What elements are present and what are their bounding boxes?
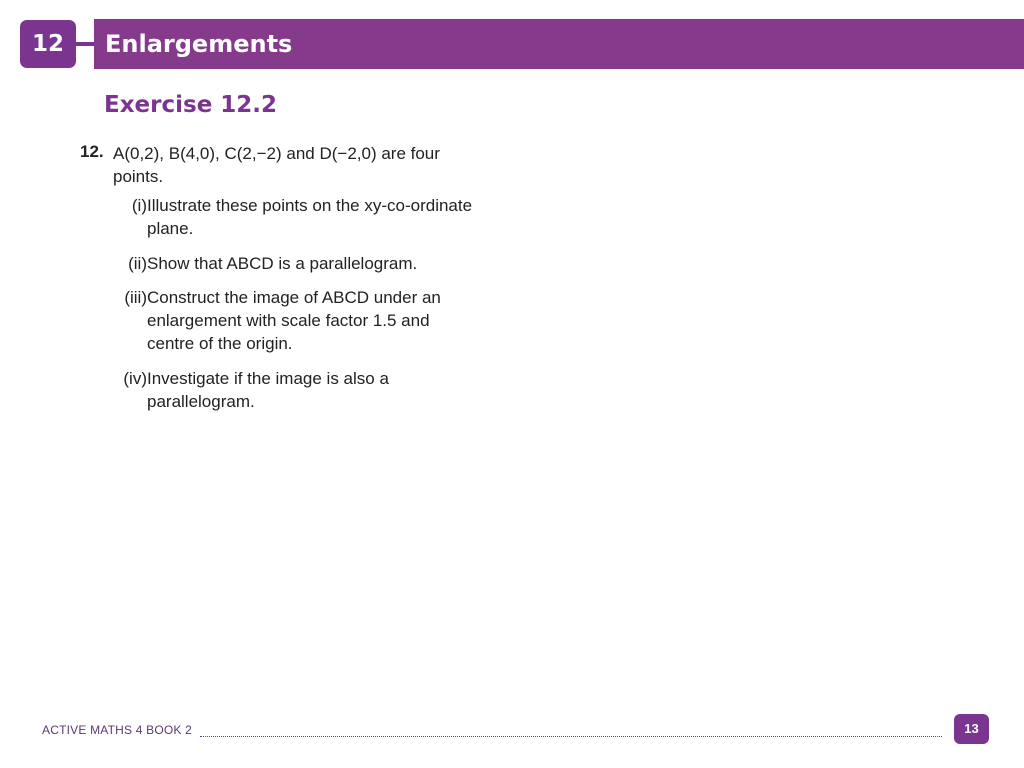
part-text: Construct the image of ABCD under an enlargement with scale factor 1.5 and centre of the origin.: [147, 288, 441, 353]
part-label: (ii): [128, 254, 147, 273]
page-number-badge: 13: [954, 714, 989, 744]
part-text: Illustrate these points on the xy-co-ordinate plane.: [147, 196, 473, 238]
part-text: Investigate if the image is also a parallelogram.: [147, 369, 389, 411]
part-text: Show that ABCD is a parallelogram.: [147, 254, 418, 273]
exercise-title: Exercise 12.2: [104, 92, 278, 118]
question-number: 12.: [80, 142, 104, 161]
part-label: (iv): [123, 369, 147, 388]
chapter-number-badge: 12: [20, 20, 76, 68]
chapter-title: Enlargements: [105, 30, 293, 58]
chapter-header-bar: [94, 19, 1024, 69]
part-label: (i): [131, 196, 147, 215]
question-stem: A(0,2), B(4,0), C(2,−2) and D(−2,0) are four points.: [113, 144, 440, 186]
footer-book-title: ACTIVE MATHS 4 BOOK 2: [42, 723, 193, 737]
header-connector: [76, 42, 94, 46]
footer-dotted-rule: [200, 736, 942, 737]
part-label: (iii): [124, 288, 147, 307]
